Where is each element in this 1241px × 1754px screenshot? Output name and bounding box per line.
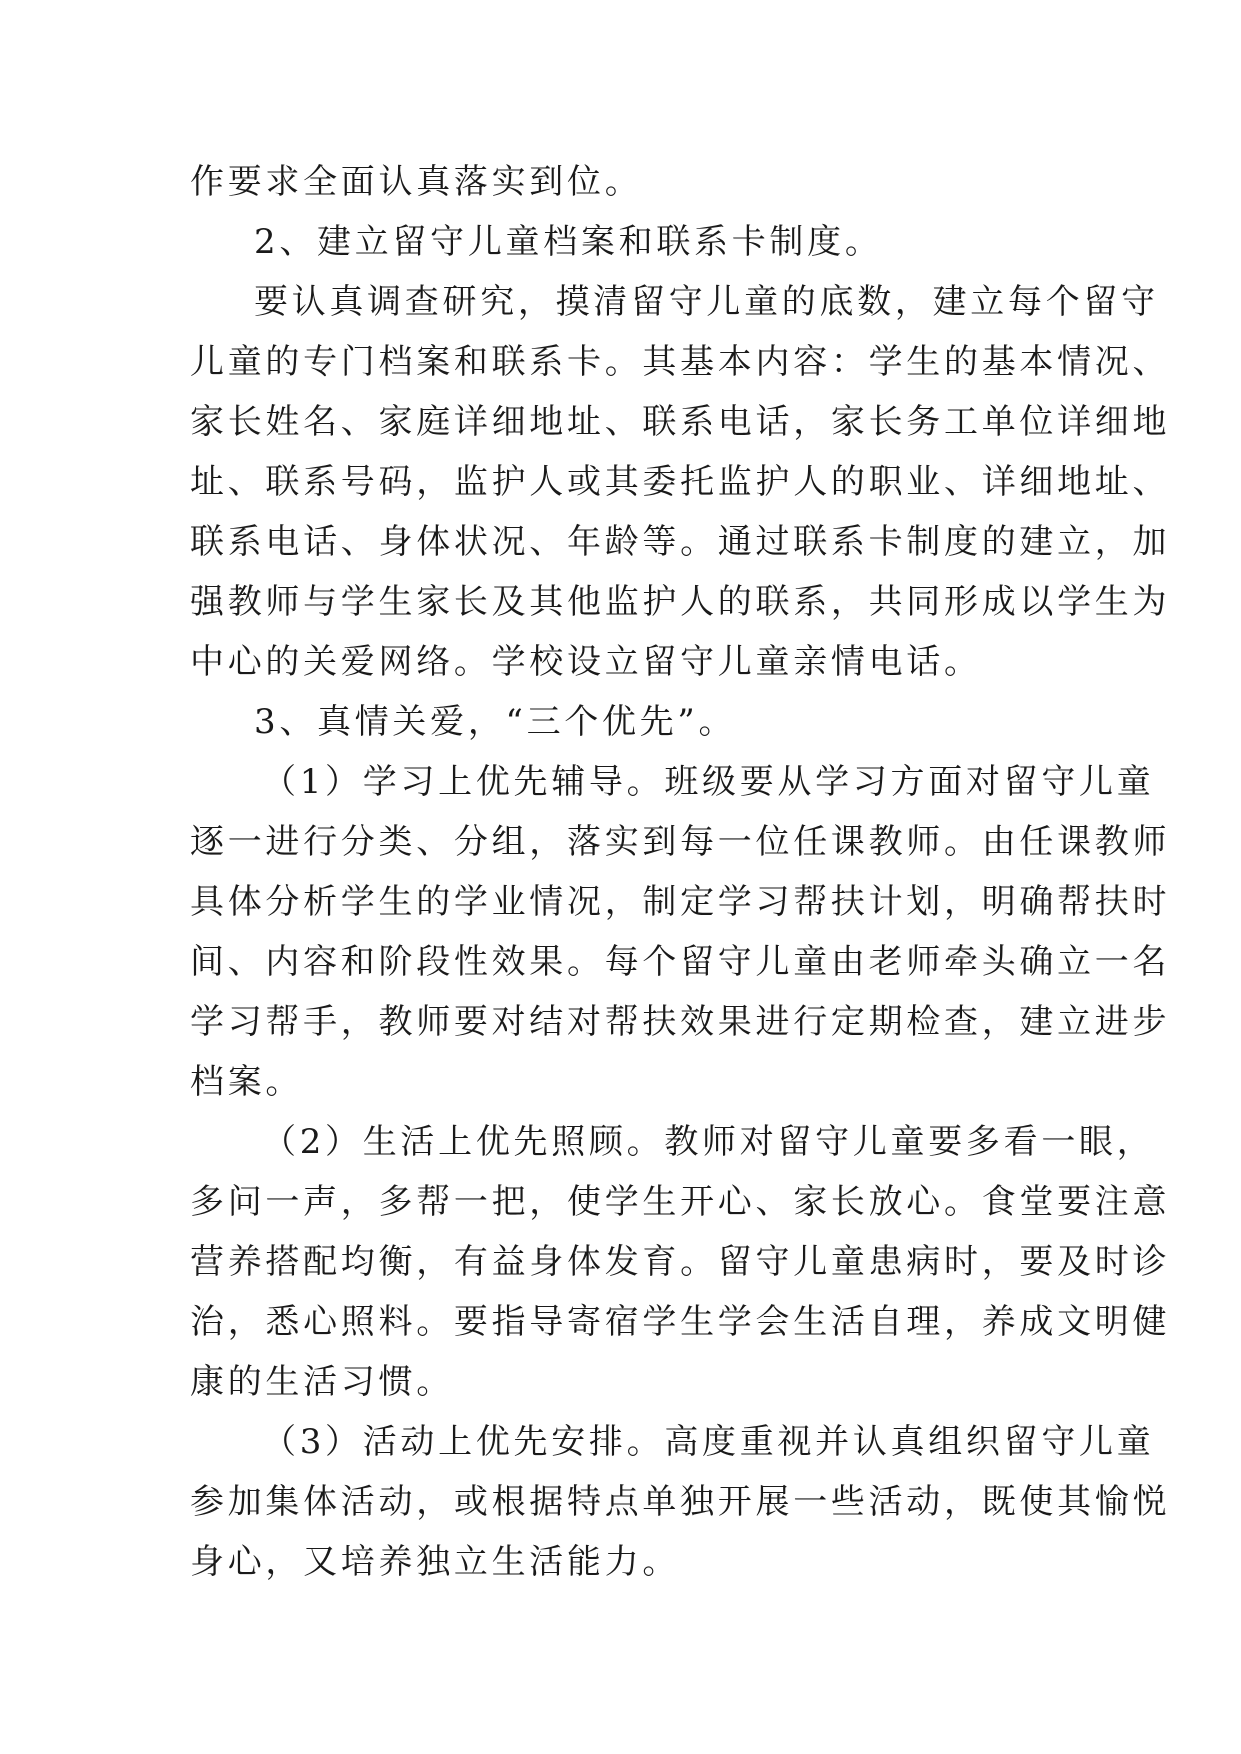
text-line-12: 逐一进行分类、分组，落实到每一位任课教师。由任课教师 [190,822,1171,862]
text-line-4: 儿童的专门档案和联系卡。其基本内容：学生的基本情况、 [190,342,1171,382]
text-line-8: 强教师与学生家长及其他监护人的联系，共同形成以学生为 [190,582,1171,622]
text-line-20: 治，悉心照料。要指导寄宿学生学会生活自理，养成文明健 [190,1302,1171,1342]
text-line-9: 中心的关爱网络。学校设立留守儿童亲情电话。 [190,642,982,682]
text-line-14: 间、内容和阶段性效果。每个留守儿童由老师牵头确立一名 [190,942,1171,982]
text-line-23: 参加集体活动，或根据特点单独开展一些活动，既使其愉悦 [190,1482,1171,1522]
section-heading-3: 3、真情关爱，“三个优先”。 [254,702,737,742]
text-line-21: 康的生活习惯。 [190,1362,454,1402]
subsection-heading-1: （1）学习上优先辅导。班级要从学习方面对留守儿童 [262,762,1155,802]
text-line-13: 具体分析学生的学业情况，制定学习帮扶计划，明确帮扶时 [190,882,1171,922]
section-heading-2: 2、建立留守儿童档案和联系卡制度。 [254,222,883,262]
subsection-heading-3: （3）活动上优先安排。高度重视并认真组织留守儿童 [262,1422,1155,1462]
text-line-1: 作要求全面认真落实到位。 [190,162,643,202]
text-line-3: 要认真调查研究，摸清留守儿童的底数，建立每个留守 [254,282,1159,322]
text-line-6: 址、联系号码，监护人或其委托监护人的职业、详细地址、 [190,462,1171,502]
text-line-7: 联系电话、身体状况、年龄等。通过联系卡制度的建立，加 [190,522,1171,562]
text-line-24: 身心，又培养独立生活能力。 [190,1542,681,1582]
subsection-heading-2: （2）生活上优先照顾。教师对留守儿童要多看一眼， [262,1122,1155,1162]
text-line-18: 多问一声，多帮一把，使学生开心、家长放心。食堂要注意 [190,1182,1171,1222]
text-line-16: 档案。 [190,1062,304,1102]
text-line-19: 营养搭配均衡，有益身体发育。留守儿童患病时，要及时诊 [190,1242,1171,1282]
text-line-5: 家长姓名、家庭详细地址、联系电话，家长务工单位详细地 [190,402,1171,442]
text-line-15: 学习帮手，教师要对结对帮扶效果进行定期检查，建立进步 [190,1002,1171,1042]
